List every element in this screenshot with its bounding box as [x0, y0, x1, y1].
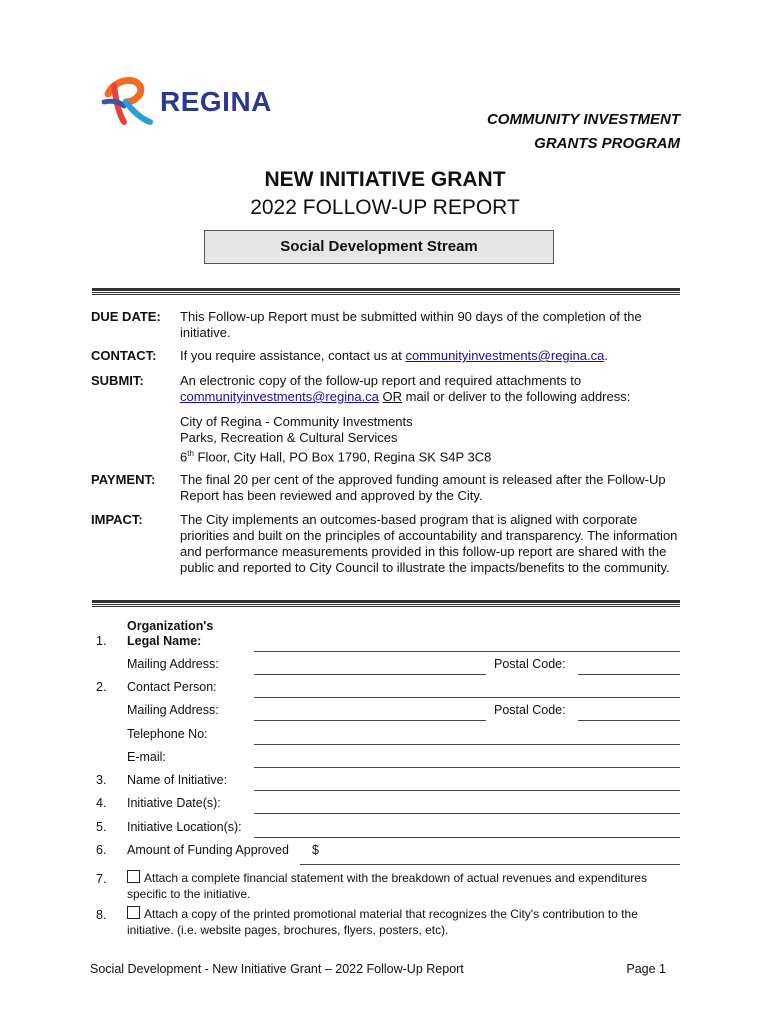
payment-text: The final 20 per cent of the approved funding amount is released after the Follow-Up Report has been reviewed and approved by the City. [180, 472, 666, 503]
address-line-3-pre: 6 [180, 449, 188, 465]
program-name [487, 108, 680, 156]
page-subtitle: 2022 FOLLOW-UP REPORT [250, 196, 520, 219]
financial-statement-text: Attach a complete financial statement with the breakdown of actual revenues and expenditures specific to the initiative. [127, 871, 647, 901]
promotional-material-text: Attach a copy of the printed promotional material that recognizes the City's contribution to the initiative. (i.e. website pages, brochures, flyers, posters, etc). [127, 907, 638, 937]
impact-text: The City implements an outcomes-based program that is aligned with corporate priorities and built on the principles of accountability and transparency. The information and performance measurements provided in this follow-up report are shared with the public and reported to City Council to illustrate the impacts/benefits to the community. [180, 512, 678, 575]
address-line-3 [180, 446, 690, 465]
org-name-field[interactable] [254, 651, 680, 652]
program-line-1: COMMUNITY INVESTMENT [486, 111, 680, 128]
mailing-address-block [180, 414, 690, 465]
org-name-label-line-1: Organization's [127, 619, 214, 633]
email-label: E-mail: [127, 750, 166, 764]
email-field[interactable] [254, 767, 680, 768]
telephone-field[interactable] [254, 744, 680, 745]
contact-person-label: Contact Person: [127, 680, 217, 694]
item-number-8: 8. [96, 908, 107, 922]
funding-approved-field[interactable] [300, 864, 680, 865]
due-date-label: DUE DATE: [91, 309, 161, 324]
impact-label: IMPACT: [91, 512, 143, 527]
submit-text [180, 373, 690, 405]
item-number-3: 3. [96, 773, 107, 787]
postal-code-field-1[interactable] [578, 674, 680, 675]
dollar-sign: $ [312, 843, 319, 857]
item-number-1: 1. [96, 634, 107, 648]
item-number-4: 4. [96, 796, 107, 810]
divider-bottom [92, 600, 680, 607]
submit-or: OR [382, 389, 403, 404]
submit-label: SUBMIT: [91, 373, 144, 388]
contact-email-link[interactable]: communityinvestments@regina.ca [405, 348, 605, 363]
program-line-2: GRANTS PROGRAM [534, 135, 680, 152]
postal-code-label-2: Postal Code: [494, 703, 566, 717]
initiative-location-field[interactable] [254, 837, 680, 838]
initiative-location-label: Initiative Location(s): [127, 820, 242, 834]
mailing-address-label-2: Mailing Address: [127, 703, 219, 717]
page-number: Page 1 [626, 962, 666, 976]
financial-statement-checkbox[interactable] [127, 870, 140, 883]
initiative-dates-field[interactable] [254, 813, 680, 814]
address-line-2: Parks, Recreation & Cultural Services [180, 430, 398, 445]
attach-promotional-material-item [127, 906, 687, 938]
logo-wordmark: REGINA [160, 86, 272, 117]
submit-text-pre: An electronic copy of the follow-up report and required attachments to [180, 373, 582, 388]
initiative-dates-label: Initiative Date(s): [127, 796, 221, 810]
contact-text-post: . [604, 348, 608, 363]
contact-person-field[interactable] [254, 697, 680, 698]
org-name-label [127, 619, 213, 649]
item-number-2: 2. [96, 680, 107, 694]
initiative-name-field[interactable] [254, 790, 680, 791]
telephone-label: Telephone No: [127, 727, 208, 741]
postal-code-field-2[interactable] [578, 720, 680, 721]
address-line-3-post: Floor, City Hall, PO Box 1790, Regina SK S4P 3C8 [193, 449, 492, 465]
attach-financial-statement-item [127, 870, 687, 902]
mailing-address-label-1: Mailing Address: [127, 657, 219, 671]
payment-label: PAYMENT: [91, 472, 156, 487]
address-line-1: City of Regina - Community Investments [180, 414, 413, 429]
contact-text-pre: If you require assistance, contact us at [180, 348, 406, 363]
submit-email-link[interactable]: communityinvestments@regina.ca [180, 389, 379, 404]
item-number-5: 5. [96, 820, 107, 834]
page-title: NEW INITIATIVE GRANT [264, 168, 506, 191]
item-number-6: 6. [96, 843, 107, 857]
divider-top [92, 288, 680, 295]
mailing-address-field-1[interactable] [254, 674, 486, 675]
funding-approved-label: Amount of Funding Approved [127, 843, 289, 857]
org-name-label-line-2: Legal Name: [127, 634, 202, 648]
contact-text [180, 348, 690, 364]
postal-code-label-1: Postal Code: [494, 657, 566, 671]
stream-banner: Social Development Stream [204, 230, 554, 264]
footer-title: Social Development - New Initiative Grant – 2022 Follow-Up Report [90, 962, 464, 976]
address-line-3-sup: th [187, 449, 194, 458]
mailing-address-field-2[interactable] [254, 720, 486, 721]
contact-label: CONTACT: [91, 348, 157, 363]
initiative-name-label: Name of Initiative: [127, 773, 228, 787]
due-date-text: This Follow-up Report must be submitted within 90 days of the completion of the initiative. [180, 309, 642, 340]
item-number-7: 7. [96, 872, 107, 886]
promotional-material-checkbox[interactable] [127, 906, 140, 919]
submit-text-post: mail or deliver to the following address: [402, 389, 631, 404]
